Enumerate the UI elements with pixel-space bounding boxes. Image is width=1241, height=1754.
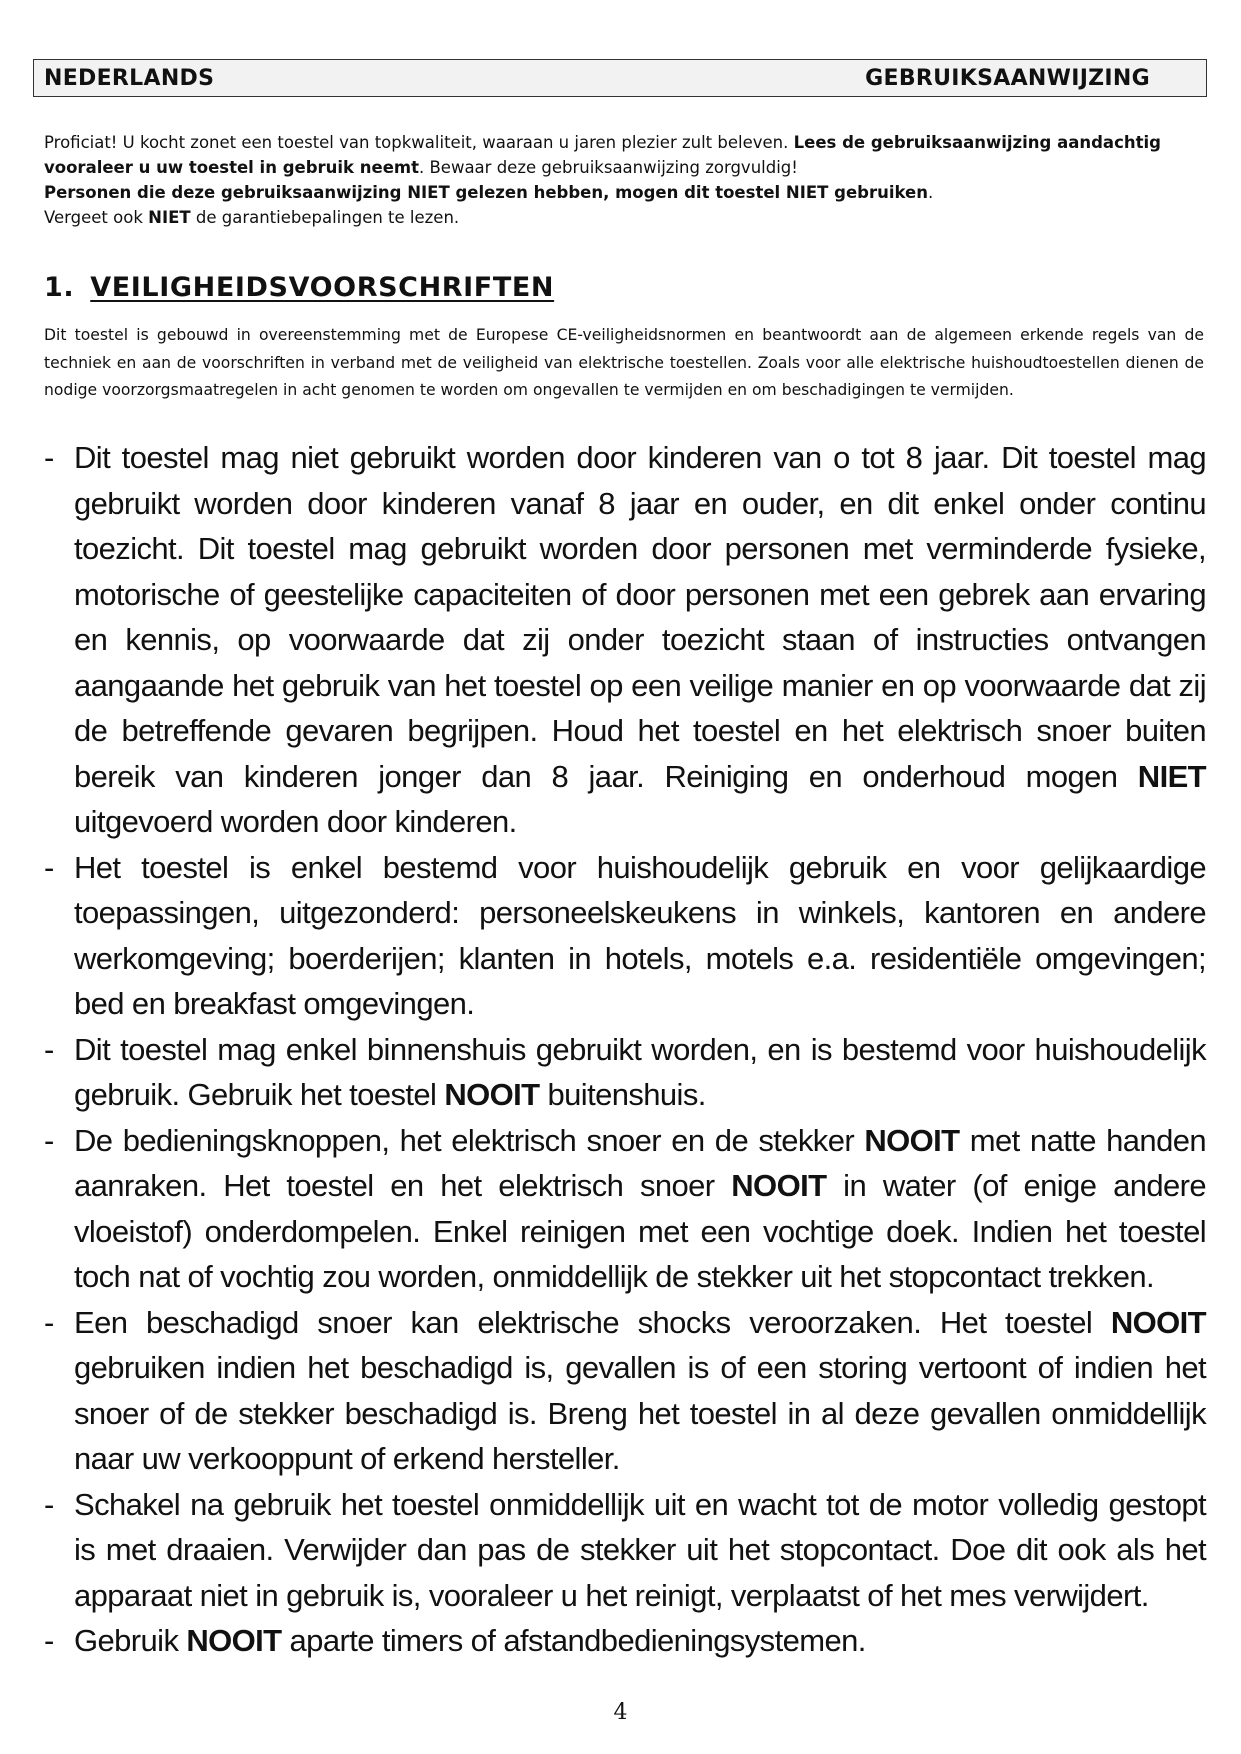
list-item xyxy=(44,1118,1206,1300)
bullet-dash: - xyxy=(44,1486,54,1522)
rule-segment: Dit toestel mag niet gebruikt worden door kinderen van o tot 8 jaar. Dit toestel mag gebruikt worden door kinderen vanaf 8 jaar en ouder, en dit enkel onder continu toezicht. Dit toestel mag gebruikt worden door personen met verminderde fysieke, motorische of geestelijke capaciteiten of door personen met een gebrek aan ervaring en kennis, op voorwaarde dat zij onder toezicht staan of instructies ontvangen aangaande het gebruik van het toestel op een veilige manier en op voorwaarde dat zij de betreffende gevaren begrijpen. Houd het toestel en het elektrisch snoer buiten bereik van kinderen jonger dan 8 jaar. Reiniging en onderhoud mogen xyxy=(74,440,1206,794)
bullet-dash: - xyxy=(44,440,54,475)
bullet-dash: - xyxy=(44,1122,54,1158)
intro-text: Proficiat! U kocht zonet een toestel van topkwaliteit, waaraan u jaren plezier zult beleven. xyxy=(44,133,794,152)
intro-paragraph-1 xyxy=(44,130,1204,180)
rule-text xyxy=(74,435,1206,845)
rule-segment: gebruiken indien het beschadigd is, gevallen is of een storing vertoont of indien het snoer of de stekker beschadigd is. Breng het toestel in al deze gevallen onmiddellijk naar uw verkooppunt of erkend hersteller. xyxy=(74,1350,1206,1476)
list-item xyxy=(44,1482,1206,1619)
rule-text: Schakel na gebruik het toestel onmiddellijk uit en wacht tot de motor volledig gestopt is met draaien. Verwijder dan pas de stekker uit het stopcontact. Doe dit ook als het apparaat niet in gebruik is, vooraleer u het reinigt, verplaatst of het mes verwijdert. xyxy=(74,1486,1206,1613)
intro-warning: Personen die deze gebruiksaanwijzing NIET gelezen hebben, mogen dit toestel NIET gebruiken xyxy=(44,183,928,202)
bullet-dash: - xyxy=(44,1623,54,1658)
rule-text xyxy=(74,1118,1206,1300)
intro-text: . xyxy=(927,183,934,202)
bullet-dash: - xyxy=(44,1304,54,1340)
rule-text xyxy=(74,1027,1206,1118)
rule-segment: in water (of enige andere vloeistof) onderdompelen. Enkel reinigen met een vochtige doek. Indien het toestel toch nat of vochtig zou worden, onmiddellijk de stekker uit het stopcontact trekken. xyxy=(74,1168,1207,1294)
list-item xyxy=(44,1618,1206,1664)
section-intro: Dit toestel is gebouwd in overeenstemming met de Europese CE-veiligheidsnormen en beantwoordt aan de algemeen erkende regels van de techniek en aan de voorschriften in verband met de veiligheid van elektrische toestellen. Zoals voor alle elektrische huishoudtoestellen dienen de nodige voorzorgsmaatregelen in acht genomen te worden om ongevallen te vermijden en om beschadigingen te vermijden. xyxy=(44,326,1204,399)
list-item xyxy=(44,435,1206,845)
header-doc-type: GEBRUIKSAANWIJZING xyxy=(865,65,1150,91)
intro-text: de garantiebepalingen te lezen. xyxy=(190,208,460,227)
rule-emphasis: NOOIT xyxy=(1110,1304,1206,1340)
rule-segment: Een beschadigd snoer kan elektrische shocks veroorzaken. Het toestel xyxy=(74,1304,1111,1340)
rule-emphasis: NOOIT xyxy=(186,1623,282,1658)
rule-segment: aparte timers of afstandbedieningsystemen. xyxy=(281,1623,866,1658)
header-language: NEDERLANDS xyxy=(44,65,215,91)
rule-text: Het toestel is enkel bestemd voor huishoudelijk gebruik en voor gelijkaardige toepassingen, uitgezonderd: personeelskeukens in winkels, kantoren en andere werkomgeving; boerderijen; klanten in hotels, motels e.a. residentiële omgevingen; bed en breakfast omgevingen. xyxy=(74,849,1206,1021)
rule-segment: De bedieningsknoppen, het elektrisch snoer en de stekker xyxy=(74,1122,865,1158)
rule-segment: uitgevoerd worden door kinderen. xyxy=(74,804,517,839)
section-title: VEILIGHEIDSVOORSCHRIFTEN xyxy=(90,272,555,303)
intro-text: . Bewaar deze gebruiksaanwijzing zorgvuldig! xyxy=(418,158,798,177)
list-item xyxy=(44,845,1206,1027)
rule-emphasis: NOOIT xyxy=(444,1077,540,1112)
rule-segment: met natte handen aanraken. Het toestel en het elektrisch snoer xyxy=(74,1122,1206,1203)
safety-rules-list xyxy=(44,435,1206,1664)
intro-text: Vergeet ook xyxy=(44,208,149,227)
list-item xyxy=(44,1300,1206,1482)
list-item xyxy=(44,1027,1206,1118)
rule-segment: buitenshuis. xyxy=(539,1077,706,1112)
page-header xyxy=(33,59,1207,97)
page-number: 4 xyxy=(613,1700,628,1725)
intro-emphasis: NIET xyxy=(148,208,191,227)
intro-paragraph-3 xyxy=(44,205,1204,230)
intro-emphasis: Lees de gebruiksaanwijzing aandachtig vooraleer u uw toestel in gebruik neemt xyxy=(44,133,1161,177)
intro-block xyxy=(44,130,1204,230)
section-number: 1. xyxy=(44,272,75,303)
bullet-dash: - xyxy=(44,849,54,885)
rule-text xyxy=(74,1618,1206,1664)
rule-emphasis: NOOIT xyxy=(864,1122,960,1158)
rule-segment: Gebruik xyxy=(74,1623,187,1658)
rule-text xyxy=(74,1300,1206,1482)
rule-segment: Dit toestel mag enkel binnenshuis gebruikt worden, en is bestemd voor huishoudelijk gebruik. Gebruik het toestel xyxy=(74,1031,1206,1112)
bullet-dash: - xyxy=(44,1031,54,1067)
section-heading xyxy=(44,272,554,303)
intro-paragraph-2 xyxy=(44,180,1204,205)
rule-emphasis: NIET xyxy=(1137,758,1206,794)
rule-emphasis: NOOIT xyxy=(731,1168,827,1203)
